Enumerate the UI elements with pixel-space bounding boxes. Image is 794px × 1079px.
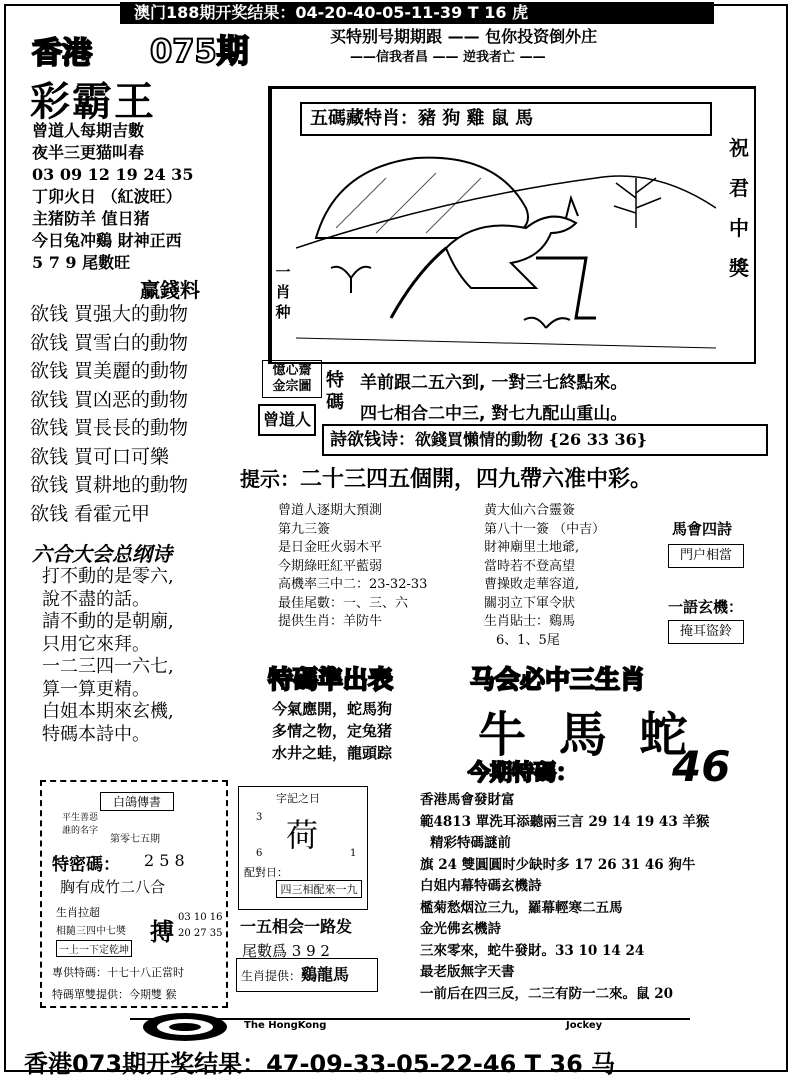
oracle-line: 生肖貼士：鷄馬 [484, 614, 576, 629]
bottom-right-line: 一前后在四三反，二三有防一二來。鼠 20 [420, 985, 673, 1002]
riddles-title: 赢錢料 [140, 278, 200, 302]
badge-label: 曾道人 [258, 404, 316, 436]
top-result-banner: 澳门188期开奖结果：04-20-40-05-11-39 T 16 虎 [120, 2, 714, 24]
riddle-item: 欲钱 買美麗的動物 [30, 360, 189, 382]
odd-even-provider: 特碼單雙提供：今期雙 猴 [52, 988, 177, 1001]
verse-three-text: 欲錢買懶情的動物 {26 33 36} [415, 430, 648, 449]
riddle-item: 欲钱 買强大的動物 [30, 303, 189, 325]
oracle-line: 財神廟里土地爺, [484, 540, 580, 555]
verse-one: 羊前跟二五六到, 一對三七終點來。 [360, 373, 628, 393]
prediction-line: 最佳尾數：一、三、六 [278, 595, 409, 611]
tip-two: 一上一下定乾坤 [56, 940, 132, 957]
pair-text: 四三相配來一九 [276, 880, 362, 898]
special-table-title: 特碼準出表 [268, 665, 394, 694]
poem-line: 特碼本詩中。 [42, 723, 150, 745]
word-of-day-num-6: 6 [256, 848, 263, 859]
one-zodiac-label: 一肖种 [275, 263, 291, 321]
special-table-line: 今氣應開，蛇馬狗 [272, 700, 393, 718]
oracle-line: 6、1、5尾 [496, 632, 560, 648]
special-table-lines [272, 698, 392, 764]
prediction-line: 第九三簽 [278, 521, 331, 537]
lucky-line: 丁卯火日 （紅波旺） [32, 187, 182, 206]
good-luck-label: 祝君中獎 [729, 136, 749, 280]
poem-lines [42, 566, 174, 746]
bottom-right-line: 三來零來，蛇牛發財。33 10 14 24 [420, 942, 645, 959]
riddle-item: 欲钱 買長長的動物 [30, 417, 189, 439]
word-of-day-char: 荷 [286, 816, 319, 854]
special-table-line: 多情之物，定兔猪 [272, 722, 393, 740]
special-table-line: 水井之蛙，龍頭踪 [272, 744, 393, 762]
hidden-zodiac-label: 五碼藏特肖：豬 狗 雞 鼠 馬 [300, 102, 712, 136]
pigeon-issue: 第零七五期 [110, 834, 160, 845]
issue-title: 075期 [150, 32, 249, 70]
brand-title: 彩霸王 [30, 79, 156, 125]
ground-line [296, 338, 716, 348]
sprout-left [331, 267, 371, 293]
poem-title: 六合大会总纲诗 [32, 542, 172, 566]
bottom-right-line: 金光佛玄機詩 [420, 921, 501, 937]
poem-line: 請不動的是朝廟, [42, 611, 174, 632]
zodiac-box-label: 生肖拉超 [56, 906, 100, 919]
gamble-char: 搏 [150, 917, 174, 946]
three-zodiac-title: 马会必中三生肖 [470, 665, 646, 694]
special-code-footer: 專供特碼：十七十八正當时 [52, 966, 184, 979]
region-title: 香港 [32, 36, 92, 71]
tail-number-label: 尾數爲 3 9 2 [242, 942, 330, 960]
lucky-line: 曾道人每期吉數 [32, 121, 145, 140]
prediction-block [278, 502, 427, 632]
word-of-day-heading: 字記之日 [276, 792, 320, 805]
riddle-item: 欲钱 買可口可樂 [30, 445, 170, 468]
lucky-line: 夜半三更猫叫春 [32, 143, 145, 162]
phrase-title: 一語玄機： [668, 598, 744, 616]
special-label: 特碼 [326, 370, 344, 413]
zodiac-provider-label: 生肖提供： [241, 969, 302, 983]
prediction-line: 今期綠旺紅平藍弱 [278, 558, 383, 574]
zodiac-provider-box [236, 958, 378, 992]
bottom-right-line: 香港馬會發財富 [420, 792, 515, 808]
lucky-line: 03 09 12 19 24 35 [32, 165, 194, 184]
lucky-line: 今日兔冲鷄 財神正西 [32, 231, 182, 250]
lucky-line: 5 7 9 尾數旺 [32, 253, 131, 272]
riddle-item: 欲钱 買凶恶的動物 [30, 388, 189, 411]
bottom-right-line: 範4813 單洗耳添聽兩三言 29 14 19 43 羊猴 [420, 813, 710, 830]
secret-code-label: 特密碼： [52, 855, 120, 875]
bottom-right-block [420, 790, 709, 1005]
prediction-line: 提供生肖：羊防牛 [278, 614, 383, 629]
riddle-item: 欲钱 買耕地的動物 [30, 474, 189, 496]
gamble-numbers-2: 20 27 35 [178, 928, 223, 939]
slogan-motto: ——信我者昌 —— 逆我者亡 —— [350, 50, 546, 65]
slogan-route: 一五相会一路发 [240, 917, 353, 936]
pair-label: 配對日： [244, 866, 288, 879]
poem-line: 算一算更精。 [42, 678, 150, 700]
lucky-line: 主猪防羊 值日猪 [32, 209, 150, 228]
horse-poem-box: 門户相當 [668, 544, 744, 568]
pigeon-left-small: 平生善惡 誰的名字 [62, 813, 99, 836]
poem-line: 說不盡的話。 [42, 588, 150, 610]
shrub-right [614, 178, 661, 228]
jockey-club-logo-icon [140, 1010, 230, 1044]
studio-label: 憶心齋 金宗圖 [262, 360, 322, 398]
tip-one: 相隨三四中七奬 [56, 926, 126, 937]
poem-line: 白姐本期來玄機, [42, 701, 174, 722]
gamble-numbers-1: 03 10 16 [178, 912, 223, 923]
oracle-line: 當時若不登高望 [484, 558, 576, 574]
logo-text-right: Jockey [566, 1020, 603, 1031]
zodiac-provider-value: 鷄龍馬 [301, 965, 350, 984]
horse-poem-title: 馬會四詩 [672, 520, 733, 538]
hint-line [240, 462, 652, 493]
prediction-line: 曾道人逐期大預測 [278, 503, 383, 518]
phrase-box: 掩耳盜鈴 [668, 620, 744, 644]
prediction-line: 是日金旺火弱木平 [278, 540, 383, 555]
poem-line: 打不動的是零六, [42, 566, 174, 587]
bottom-right-line: 檻菊愁烟泣三九，羅幕輕寒二五馬 [420, 899, 623, 916]
footer-result: 香港073期开奖结果：47-09-33-05-22-46 T 36 马 [24, 1050, 616, 1078]
slogan-subtitle: 买特别号期期跟 —— 包你投资倒外庄 [330, 27, 598, 46]
riddles-list [30, 300, 188, 528]
secret-code-value: 2 5 8 [144, 851, 185, 870]
secret-phrase: 胸有成竹二八合 [60, 878, 166, 896]
word-of-day-num-3: 3 [256, 812, 263, 823]
verse-three-label: 詩欲钱诗： [330, 430, 415, 450]
oracle-line: 第八十一簽 （中吉） [484, 521, 606, 537]
riddle-item: 欲钱 看霍元甲 [30, 502, 151, 525]
oracle-block [484, 502, 605, 650]
verse-two: 四七相合二中三, 對七九配山重山。 [360, 404, 628, 424]
riddle-item: 欲钱 買雪白的動物 [30, 331, 189, 354]
logo-text-left: The HongKong [244, 1020, 327, 1031]
kangaroo-illustration [296, 138, 716, 358]
pigeon-letter-title: 白鴿傳書 [100, 792, 174, 811]
stick-figure [536, 258, 596, 318]
bottom-right-line: 旗 24 雙圓圓时少缺时多 17 26 31 46 狗牛 [420, 856, 696, 873]
this-issue-label: 今期特碼： [468, 761, 579, 786]
oracle-line: 曹操敗走華容道, [484, 577, 580, 592]
hint-text: 二十三四五個開，四九帶六准中彩。 [300, 466, 653, 492]
verse-three-box [322, 424, 768, 456]
poem-line: 只用它來拜。 [42, 633, 150, 655]
prediction-line: 高機率三中二：23-32-33 [278, 577, 428, 592]
poem-line: 一二三四一六七, [42, 656, 174, 677]
oracle-line: 黄大仙六合靈簽 [484, 503, 576, 518]
bottom-right-line: 精彩特碼謎前 [430, 835, 511, 851]
oracle-line: 關羽立下軍令狀 [484, 595, 576, 611]
bottom-right-line: 白姐内幕特碼玄機詩 [420, 878, 542, 894]
bottom-right-line: 最老版無字天書 [420, 964, 515, 980]
this-issue-number: 46 [672, 742, 731, 791]
sprout-bottom [524, 318, 570, 328]
hint-label: 提示： [240, 467, 300, 491]
word-of-day-num-1: 1 [350, 848, 357, 859]
lucky-info [32, 120, 193, 274]
three-zodiac-animals: 牛 馬 蛇 [478, 707, 696, 763]
